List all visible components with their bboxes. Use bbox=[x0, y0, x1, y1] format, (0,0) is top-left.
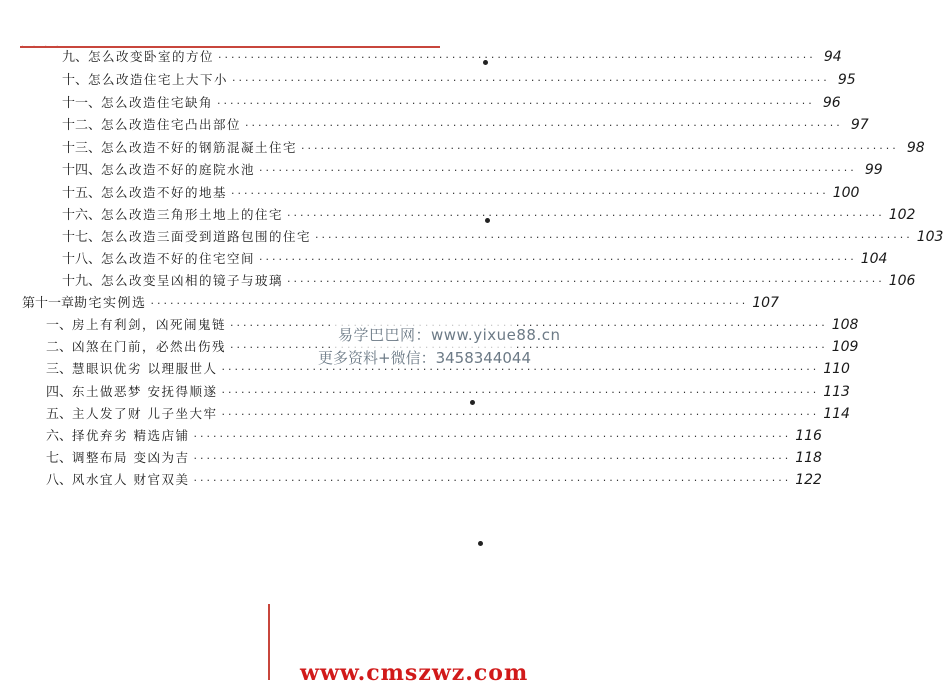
toc-page-number: 103 bbox=[916, 229, 943, 245]
toc-entry-title: 怎么改造住宅凸出部位 bbox=[101, 117, 242, 132]
toc-entry bbox=[62, 93, 841, 113]
toc-entry bbox=[62, 183, 860, 203]
toc-entry-title: 调整布局 变凶为吉 bbox=[72, 450, 190, 465]
toc-entry bbox=[62, 115, 869, 135]
toc-entry-title: 风水宜人 财官双美 bbox=[72, 472, 190, 487]
toc-page-number: 113 bbox=[823, 384, 850, 400]
toc-entry bbox=[46, 404, 850, 424]
toc-page-number: 114 bbox=[823, 406, 850, 422]
toc-entry-number: 九、 bbox=[62, 50, 89, 65]
toc-entry-number: 十三、 bbox=[62, 141, 102, 156]
toc-page-number: 96 bbox=[822, 95, 841, 111]
toc-entry-title: 怎么改造不好的庭院水池 bbox=[101, 162, 256, 177]
toc-leader-dots bbox=[245, 116, 843, 136]
toc-entry-title: 怎么改变卧室的方位 bbox=[88, 49, 215, 64]
toc-page-number: 100 bbox=[832, 185, 860, 201]
scan-spot bbox=[470, 400, 475, 405]
toc-leader-dots bbox=[222, 405, 820, 425]
toc-entry-number: 三、 bbox=[46, 362, 73, 377]
toc-entry-number: 七、 bbox=[46, 451, 73, 466]
toc-page-number: 95 bbox=[837, 72, 856, 88]
toc-entry-title: 怎么改造三角形土地上的住宅 bbox=[101, 207, 284, 222]
toc-entry bbox=[62, 160, 883, 180]
toc-entry bbox=[62, 138, 925, 158]
toc-leader-dots bbox=[231, 184, 829, 204]
toc-entry-title: 怎么改造住宅上大下小 bbox=[88, 72, 229, 87]
toc-entry bbox=[62, 271, 916, 291]
toc-entry bbox=[46, 448, 822, 468]
toc-entry bbox=[62, 70, 856, 90]
toc-entry-title: 怎么改造住宅缺角 bbox=[101, 95, 214, 110]
toc-page-number: 106 bbox=[888, 273, 916, 289]
toc-entry-title: 怎么改造三面受到道路包围的住宅 bbox=[101, 229, 312, 244]
toc-entry-title: 怎么改变呈凶相的镜子与玻璃 bbox=[101, 273, 284, 288]
toc-entry bbox=[62, 227, 943, 247]
toc-entry-number: 二、 bbox=[46, 340, 73, 355]
toc-entry-title: 怎么改造不好的钢筋混凝土住宅 bbox=[101, 140, 298, 155]
toc-page-number: 94 bbox=[823, 49, 842, 65]
toc-entry bbox=[62, 205, 916, 225]
watermark-line-2: 更多资料+微信：3458344044 bbox=[318, 349, 532, 367]
footer-url: www.cmszwz.com bbox=[300, 660, 529, 686]
toc-entry-number: 六、 bbox=[46, 429, 73, 444]
toc-leader-dots bbox=[217, 94, 815, 114]
toc-page-number: 122 bbox=[795, 472, 822, 488]
toc-entry bbox=[46, 426, 822, 446]
toc-page-number: 116 bbox=[795, 428, 822, 444]
toc-entry-number: 十四、 bbox=[62, 163, 102, 178]
toc-entry-number: 八、 bbox=[46, 473, 73, 488]
toc-leader-dots bbox=[315, 228, 913, 248]
toc-entry-number: 十七、 bbox=[62, 230, 102, 245]
toc-page-number: 102 bbox=[888, 207, 916, 223]
toc-page-number: 108 bbox=[831, 317, 859, 333]
toc-leader-dots bbox=[259, 250, 857, 270]
toc-leader-dots bbox=[194, 471, 792, 491]
toc-entry-number: 十八、 bbox=[62, 252, 102, 267]
scan-spot bbox=[478, 541, 483, 546]
toc-entry-number: 十六、 bbox=[62, 208, 102, 223]
toc-entry-number: 十九、 bbox=[62, 274, 102, 289]
toc-leader-dots bbox=[194, 427, 792, 447]
toc-entry-number: 第十一章 bbox=[22, 296, 75, 311]
toc-entry-number: 十五、 bbox=[62, 186, 102, 201]
toc-page-number: 98 bbox=[906, 140, 925, 156]
toc-entry-title: 凶煞在门前，必然出伤残 bbox=[72, 339, 227, 354]
toc-page-number: 104 bbox=[860, 251, 888, 267]
toc-page-number: 97 bbox=[850, 117, 869, 133]
toc-leader-dots bbox=[287, 206, 885, 226]
toc-entry-number: 五、 bbox=[46, 407, 73, 422]
toc-leader-dots bbox=[301, 139, 899, 159]
toc-entry-number: 一、 bbox=[46, 318, 73, 333]
toc-entry-title: 慧眼识优劣 以理服世人 bbox=[72, 361, 218, 376]
toc-entry-title: 房上有利剑，凶死闹鬼链 bbox=[72, 317, 227, 332]
toc-leader-dots bbox=[151, 294, 749, 314]
toc-leader-dots bbox=[218, 48, 816, 68]
watermark-line-1: 易学巴巴网：www.yixue88.cn bbox=[338, 326, 561, 344]
toc-entry bbox=[46, 470, 822, 490]
toc-leader-dots bbox=[194, 449, 792, 469]
toc-leader-dots bbox=[232, 71, 830, 91]
toc-entry-number: 十二、 bbox=[62, 118, 102, 133]
toc-page-number: 110 bbox=[823, 361, 850, 377]
toc-page-number: 109 bbox=[831, 339, 859, 355]
scan-spot bbox=[483, 60, 488, 65]
toc-entry-number: 十一、 bbox=[62, 96, 102, 111]
toc-entry-title: 东土做恶梦 安抚得顺遂 bbox=[72, 384, 218, 399]
toc-page-number: 118 bbox=[795, 450, 822, 466]
toc-leader-dots bbox=[222, 383, 820, 403]
toc-page-number: 107 bbox=[752, 295, 779, 311]
toc-chapter-entry bbox=[22, 293, 779, 313]
scan-spot bbox=[485, 218, 490, 223]
toc-entry-number: 四、 bbox=[46, 385, 73, 400]
toc-entry-number: 十、 bbox=[62, 73, 89, 88]
toc-entry bbox=[46, 382, 850, 402]
toc-entry-title: 主人发了财 儿子坐大牢 bbox=[72, 406, 218, 421]
toc-entry-title: 择优弃劣 精选店铺 bbox=[72, 428, 190, 443]
toc-entry-title: 勘宅实例选 bbox=[74, 296, 147, 311]
toc-page-number: 99 bbox=[864, 162, 883, 178]
toc-leader-dots bbox=[287, 272, 885, 292]
toc-entry bbox=[62, 47, 842, 67]
toc-entry-title: 怎么改造不好的住宅空间 bbox=[101, 251, 256, 266]
bottom-rule bbox=[268, 604, 270, 680]
toc-leader-dots bbox=[259, 161, 857, 181]
toc-entry-title: 怎么改造不好的地基 bbox=[101, 185, 228, 200]
toc-entry bbox=[62, 249, 888, 269]
